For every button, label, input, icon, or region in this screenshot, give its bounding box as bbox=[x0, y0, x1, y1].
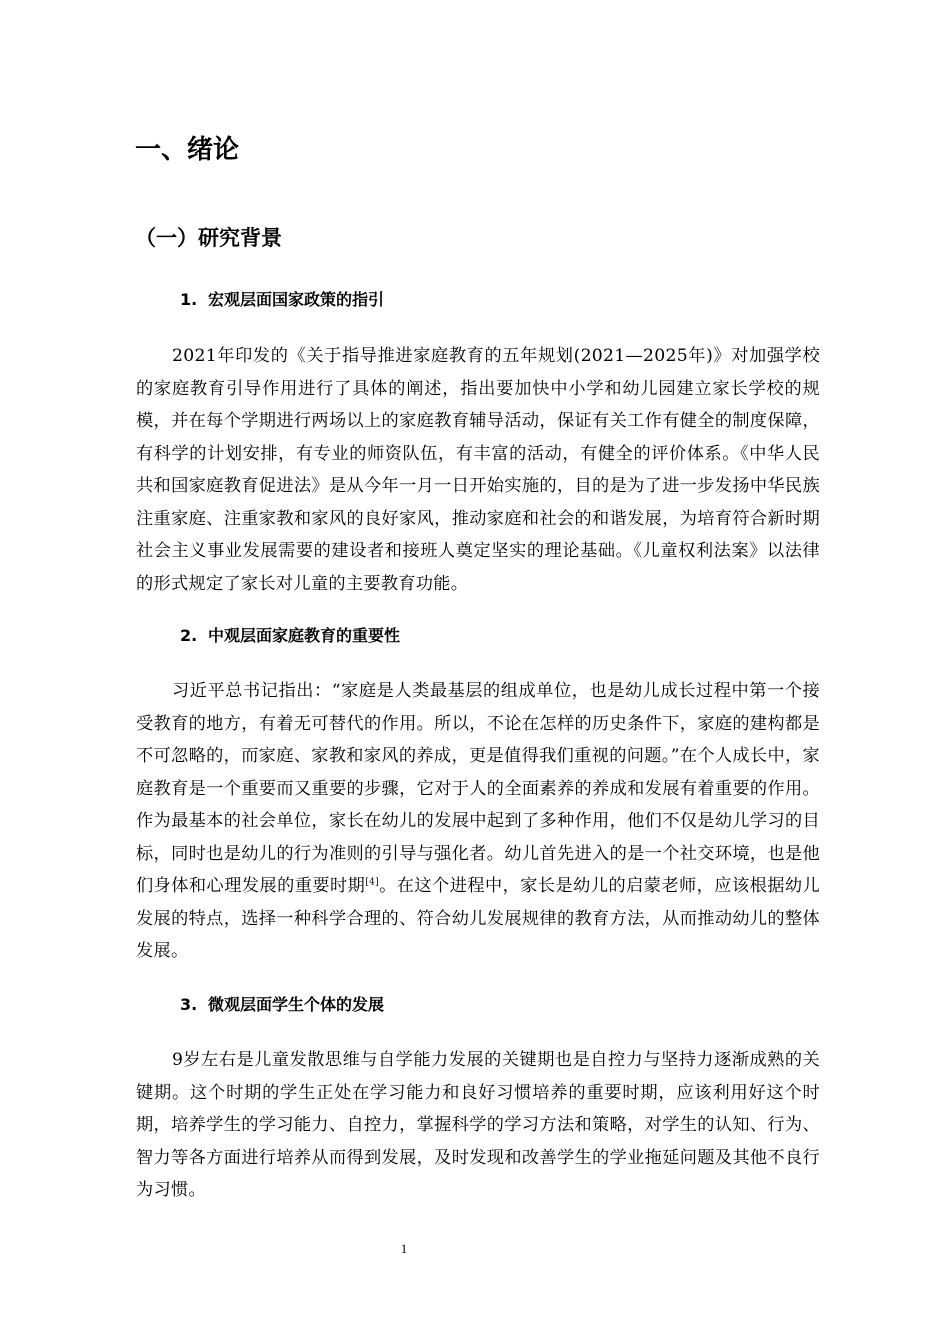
subsection-heading-1 bbox=[180, 288, 384, 312]
paragraph-2-text: 习近平总书记指出：“家庭是人类最基层的组成单位，也是幼儿成长过程中第一个接受教育的地方，有着无可替代的作用。所以，不论在怎样的历史条件下，家庭的建构都是不可忽略的，而家庭、家教和家风的养成，更是值得我们重视的问题。”在个人成长中，家庭教育是一个重要而又重要的步骤，它对于人的全面素养的养成和发展有着重要的作用。作为最基本的社会单位，家长在幼儿的发展中起到了多种作用，他们不仅是幼儿学习的目标，同时也是幼儿的行为准则的引导与强化者。幼儿首先进入的是一个社交环境，也是他们身体和心理发展的重要时期 bbox=[136, 681, 820, 896]
subsection-title-1: 宏观层面国家政策的指引 bbox=[208, 290, 385, 309]
paragraph-1: 2021年印发的《关于指导推进家庭教育的五年规划(2021—2025年)》对加强学校的家庭教育引导作用进行了具体的阐述，指出要加快中小学和幼儿园建立家长学校的规模，并在每个学期进行两场以上的家庭教育辅导活动，保证有关工作有健全的制度保障，有科学的计划安排，有专业的师资队伍，有丰富的活动，有健全的评价体系。《中华人民共和国家庭教育促进法》是从今年一月一日开始实施的，目的是为了进一步发扬中华民族注重家庭、注重家教和家风的良好家风，推动家庭和社会的和谐发展，为培育符合新时期社会主义事业发展需要的建设者和接班人奠定坚实的理论基础。《儿童权利法案》以法律的形式规定了家长对儿童的主要教育功能。 bbox=[136, 346, 820, 594]
section-heading: （一）研究背景 bbox=[135, 226, 282, 250]
paragraph-3: 9岁左右是儿童发散思维与自学能力发展的关键期也是自控力与坚持力逐渐成熟的关键期。这个时期的学生正处在学习能力和良好习惯培养的重要时期，应该利用好这个时期，培养学生的学习能力、自控力，掌握科学的学习方法和策略，对学生的认知、行为、智力等各方面进行培养从而得到发展，及时发现和改善学生的学业拖延问题及其他不良行为习惯。 bbox=[136, 1050, 820, 1200]
subsection-title-3: 微观层面学生个体的发展 bbox=[208, 995, 385, 1014]
paragraph-2 bbox=[136, 675, 820, 968]
paragraph-2-text-continued: 。在这个进程中，家长是幼儿的启蒙老师，应该根据幼儿发展的特点，选择一种科学合理的、符合幼儿发展规律的教育方法，从而推动幼儿的整体发展。 bbox=[136, 876, 820, 961]
subsection-number-1: 1. bbox=[180, 290, 198, 309]
subsection-title-2: 中观层面家庭教育的重要性 bbox=[208, 626, 401, 645]
page-number: 1 bbox=[400, 1241, 408, 1256]
subsection-heading-3 bbox=[180, 993, 384, 1017]
chapter-heading: 一、绪论 bbox=[135, 135, 240, 165]
subsection-number-3: 3. bbox=[180, 995, 198, 1014]
subsection-heading-2 bbox=[180, 624, 400, 648]
subsection-number-2: 2. bbox=[180, 626, 198, 645]
citation-ref: [4] bbox=[365, 877, 379, 888]
